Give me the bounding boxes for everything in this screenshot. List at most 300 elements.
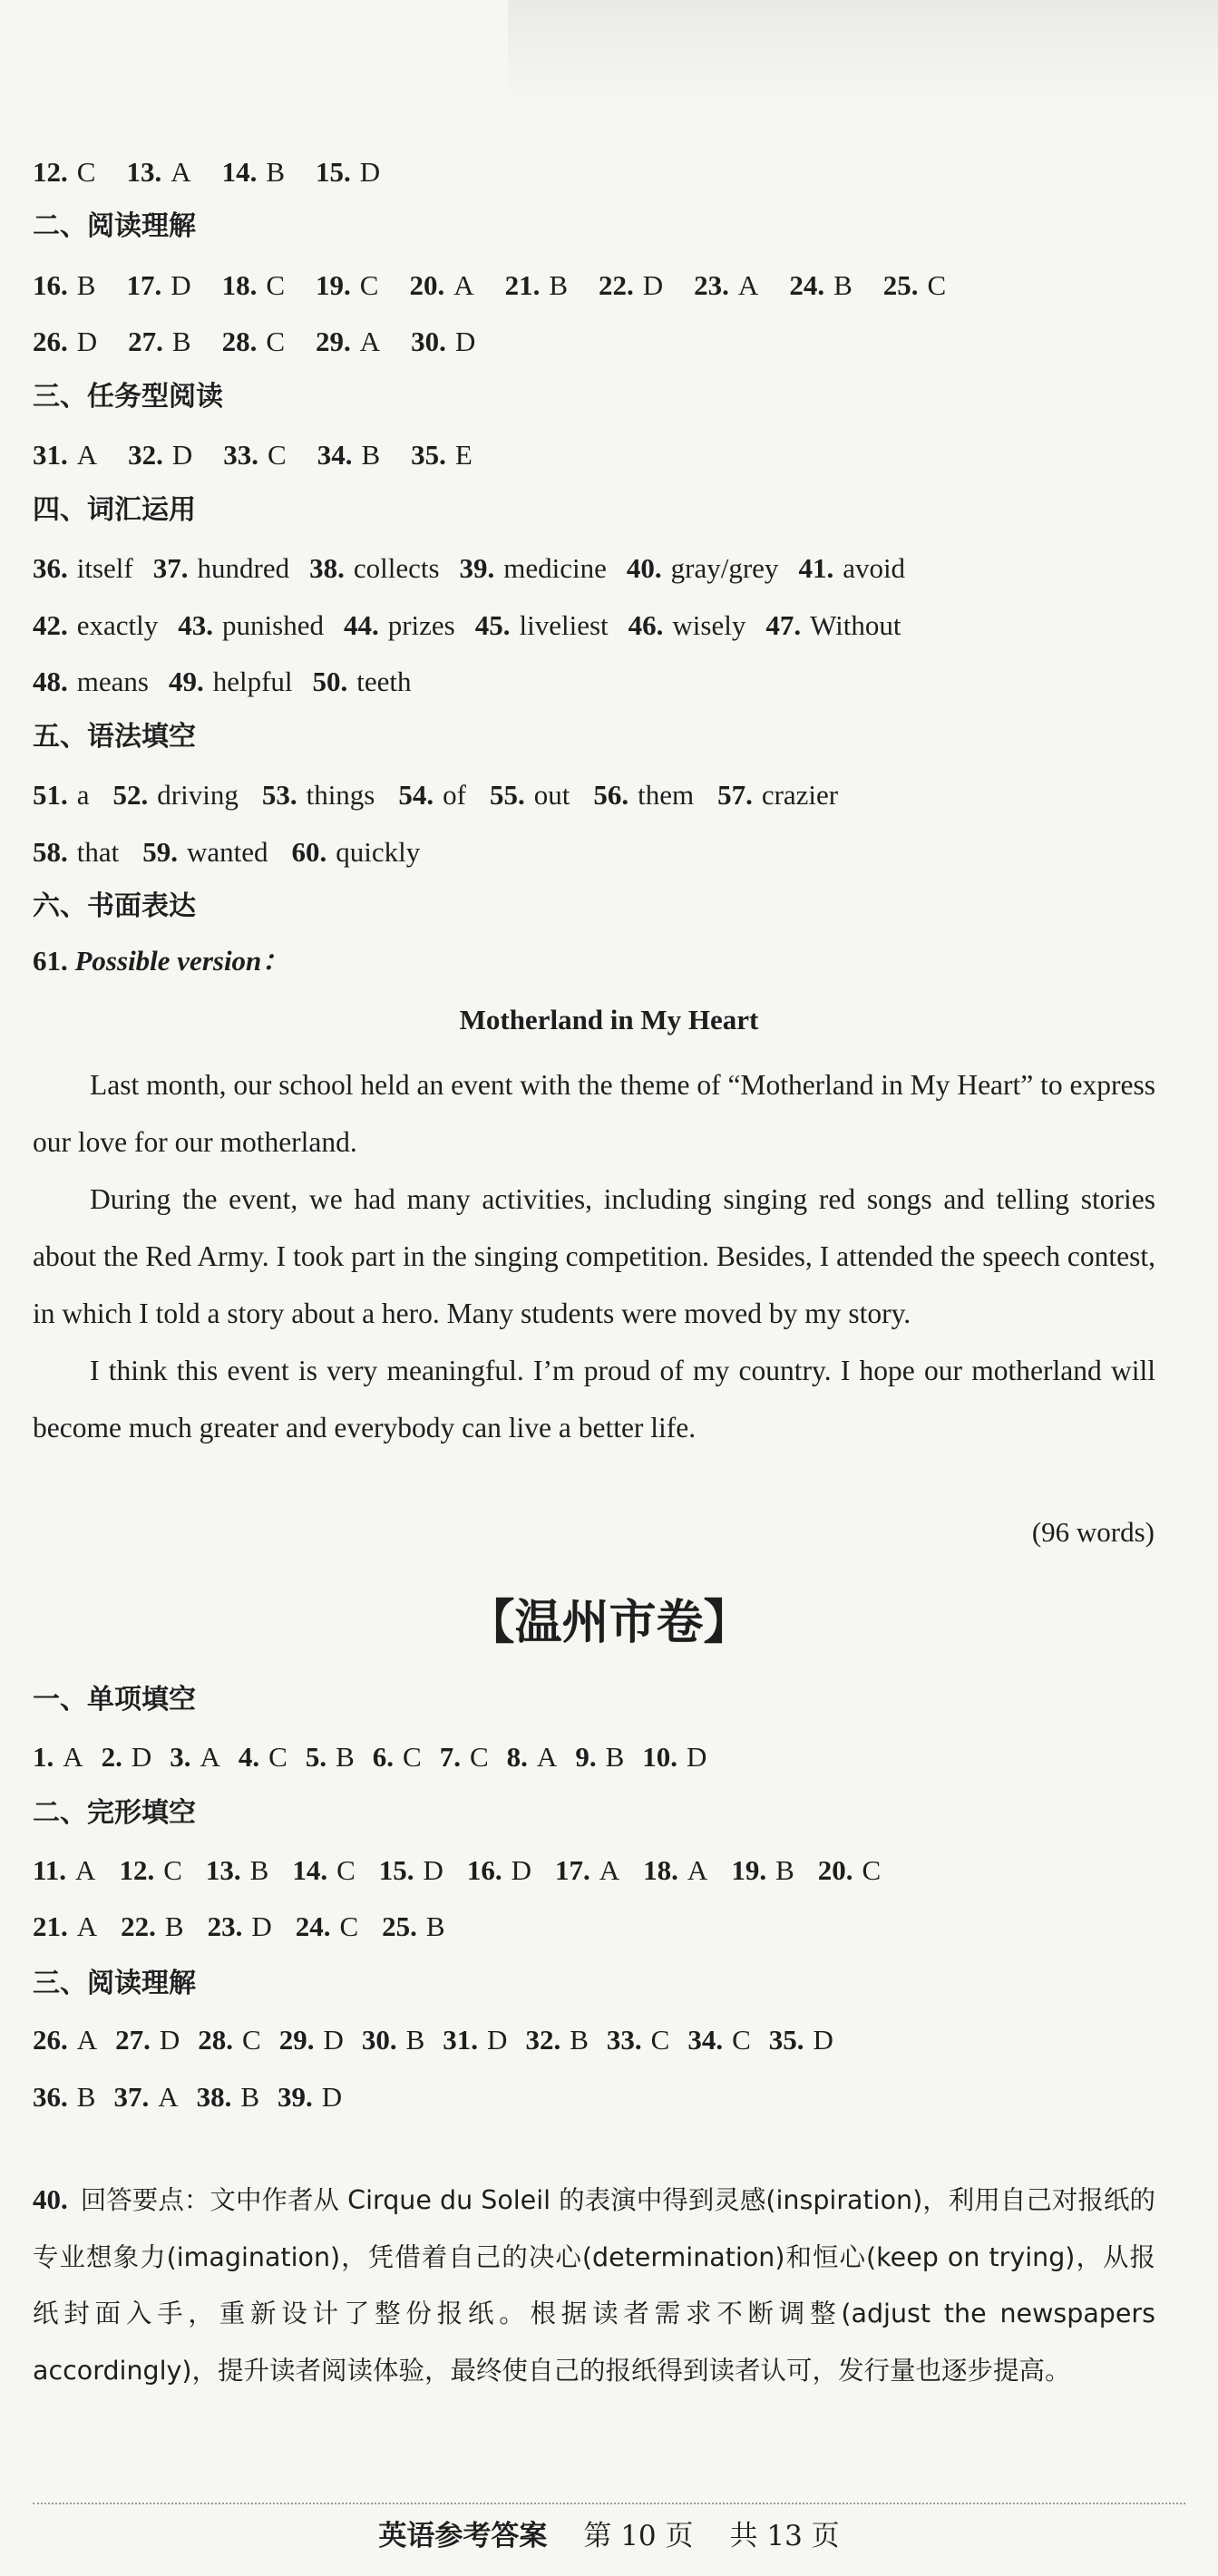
answer-value: of — [443, 779, 466, 811]
question-number: 17. — [126, 269, 162, 301]
question-number: 19. — [731, 1854, 767, 1886]
answer-value: D — [511, 1854, 532, 1886]
question-number: 42. — [33, 609, 68, 641]
answer-item — [443, 2022, 507, 2058]
q40-number: 40. — [33, 2183, 68, 2215]
question-number: 59. — [142, 836, 178, 868]
answer-value: B — [336, 1741, 355, 1773]
answer-item — [115, 2022, 180, 2058]
answer-item — [153, 550, 289, 587]
question-number: 14. — [221, 156, 258, 188]
answer-value: A — [737, 269, 759, 301]
answer-value: means — [76, 666, 149, 697]
answer-value: things — [306, 779, 375, 811]
answer-item — [507, 1739, 558, 1775]
answer-item — [789, 267, 852, 304]
answer-value: C — [242, 2024, 261, 2056]
question-number: 28. — [198, 2024, 234, 2056]
answer-line — [33, 1852, 881, 1889]
answer-value: A — [359, 326, 381, 357]
answer-item — [460, 550, 607, 587]
answer-value: B — [171, 326, 191, 357]
footer-divider — [33, 2503, 1185, 2504]
answer-value: them — [638, 779, 695, 811]
answer-value: out — [533, 779, 570, 811]
answer-value: A — [63, 1741, 83, 1773]
answer-item — [33, 324, 97, 360]
answer-value: driving — [157, 779, 239, 811]
answer-value: B — [405, 2024, 425, 2056]
answer-item — [208, 1909, 272, 1945]
answer-value: itself — [76, 552, 133, 584]
answer-value: B — [570, 2024, 589, 2056]
answer-item — [575, 1739, 624, 1775]
answer-item — [33, 608, 158, 644]
answer-value: A — [687, 1854, 708, 1886]
question-number: 13. — [126, 156, 162, 188]
question-number: 23. — [207, 1910, 243, 1942]
answer-item — [373, 1739, 422, 1775]
footer-page-number: 第 10 页 — [583, 2520, 694, 2552]
question-number: 58. — [33, 836, 68, 868]
answer-item — [555, 1852, 619, 1889]
question-number: 22. — [599, 269, 634, 301]
question-number: 33. — [606, 2024, 642, 2056]
answer-item — [33, 1852, 95, 1889]
question-number: 26. — [33, 2024, 68, 2056]
question-number: 28. — [221, 326, 258, 357]
answer-item — [113, 777, 239, 813]
question-number: 29. — [316, 326, 351, 357]
question-number: 57. — [717, 779, 753, 811]
footer-total-pages: 共 13 页 — [729, 2520, 840, 2552]
section-heading-vocab: 四、词汇运用 — [33, 494, 196, 526]
question-number: 13. — [205, 1854, 241, 1886]
answer-value: D — [321, 2081, 343, 2113]
section-heading-grammar: 五、语法填空 — [33, 721, 196, 753]
wenzhou-title: 【温州市卷】 — [467, 1596, 751, 1650]
answer-item — [169, 664, 293, 700]
answer-item — [313, 664, 412, 700]
question-number: 27. — [128, 326, 163, 357]
answer-line — [33, 267, 946, 304]
answer-item — [379, 1852, 443, 1889]
question-number: 21. — [504, 269, 541, 301]
section-heading-single-choice: 一、单项填空 — [33, 1684, 196, 1716]
question-number: 34. — [687, 2024, 724, 2056]
question-number: 18. — [643, 1854, 678, 1886]
answer-value: C — [266, 269, 286, 301]
question-number: 9. — [575, 1741, 597, 1773]
answer-line — [33, 437, 473, 473]
question-number: 52. — [112, 779, 149, 811]
answer-item — [33, 267, 95, 304]
answer-value: collects — [353, 552, 440, 584]
answer-item — [102, 1739, 152, 1775]
question-number: 56. — [593, 779, 629, 811]
answer-value: C — [336, 1854, 356, 1886]
answer-line — [33, 2079, 342, 2115]
q40-text: 回答要点：文中作者从 Cirque du Soleil 的表演中得到灵感(inspiration)，利用自己对报纸的专业想象力(imagination)，凭借着自己的决心(determination)和恒心(keep on trying)，从报纸封面入手，重新设计了整份报纸。根据读者需求不断调整(adjust the newspapers accordingly)，提升读者阅读体验，最终使自己的报纸得到读者认可，发行量也逐步提高。 — [33, 2185, 1155, 2386]
section-heading-wenzhou-reading: 三、阅读理解 — [33, 1968, 196, 1999]
question-number: 18. — [221, 269, 258, 301]
essay-paragraph: Last month, our school held an event with the theme of “Motherland in My Heart” to express our love for our motherland. — [33, 1069, 1155, 1158]
answer-item — [883, 267, 946, 304]
essay-paragraph: During the event, we had many activities, including singing red songs and telling stories about the Red Army. I took part in the singing competition. Besides, I attended the speech contest, in which I told a story about a hero. Many students were moved by my story. — [33, 1183, 1155, 1329]
answer-item — [178, 608, 324, 644]
answer-item — [607, 2022, 669, 2058]
question-number: 41. — [798, 552, 834, 584]
answer-item — [279, 2022, 344, 2058]
answer-item — [142, 834, 268, 870]
answer-value: B — [549, 269, 569, 301]
answer-value: helpful — [212, 666, 293, 697]
answer-value: D — [323, 2024, 344, 2056]
q61-number: 61. — [33, 945, 68, 977]
question-number: 16. — [466, 1854, 502, 1886]
question-number: 34. — [317, 439, 353, 471]
answer-item — [222, 324, 285, 360]
question-number: 8. — [506, 1741, 528, 1773]
answer-item — [398, 777, 466, 813]
answer-value: A — [200, 1741, 220, 1773]
question-number: 23. — [694, 269, 729, 301]
answer-line — [33, 834, 420, 870]
answer-item — [223, 437, 286, 473]
question-number: 31. — [33, 439, 68, 471]
answer-item — [33, 1739, 83, 1775]
answer-value: C — [268, 439, 287, 471]
answer-value: C — [76, 156, 96, 188]
answer-item — [628, 608, 746, 644]
question-number: 50. — [312, 666, 348, 697]
answer-item — [593, 777, 694, 813]
question-number: 15. — [316, 156, 351, 188]
answer-line — [33, 1909, 445, 1945]
answer-item — [411, 324, 475, 360]
answer-value: C — [339, 1910, 359, 1942]
question-number: 30. — [361, 2024, 397, 2056]
answer-value: C — [359, 269, 379, 301]
question-number: 32. — [128, 439, 163, 471]
footer-title: 英语参考答案 — [378, 2520, 548, 2552]
answer-value: D — [423, 1854, 443, 1886]
answer-item — [296, 1909, 358, 1945]
answer-item — [239, 1739, 287, 1775]
question-number: 7. — [439, 1741, 461, 1773]
answer-item — [292, 834, 421, 870]
answer-value: C — [268, 1741, 287, 1773]
answer-value: D — [171, 269, 191, 301]
question-number: 37. — [113, 2081, 150, 2113]
section-heading-task-reading: 三、任务型阅读 — [33, 381, 223, 413]
answer-item — [128, 324, 190, 360]
answer-value: that — [76, 836, 120, 868]
answer-line — [33, 777, 838, 813]
section-heading-cloze: 二、完形填空 — [33, 1797, 196, 1829]
question-number: 38. — [309, 552, 345, 584]
answer-item — [316, 267, 378, 304]
answer-item — [206, 1852, 268, 1889]
answer-item — [440, 1739, 489, 1775]
answer-line — [33, 324, 475, 360]
question-number: 1. — [33, 1741, 54, 1773]
answer-line — [33, 2022, 833, 2058]
answer-value: E — [454, 439, 473, 471]
answer-item — [262, 777, 375, 813]
scan-shadow — [508, 0, 1218, 100]
answer-item — [627, 550, 779, 587]
question-number: 5. — [305, 1741, 327, 1773]
essay-title: Motherland in My Heart — [459, 1004, 759, 1035]
answer-item — [316, 324, 380, 360]
question-number: 51. — [33, 779, 68, 811]
answer-value: A — [76, 1910, 98, 1942]
question-number: 36. — [33, 2081, 68, 2113]
answer-item — [292, 1852, 355, 1889]
question-number: 32. — [525, 2024, 561, 2056]
q40-answer — [33, 2172, 1155, 2399]
question-number: 53. — [261, 779, 297, 811]
question-number: 17. — [555, 1854, 590, 1886]
question-number: 24. — [295, 1910, 331, 1942]
answer-value: B — [240, 2081, 260, 2113]
answer-value: A — [75, 1854, 96, 1886]
answer-value: B — [425, 1910, 445, 1942]
question-number: 43. — [178, 609, 214, 641]
answer-value: quickly — [336, 836, 421, 868]
answer-item — [382, 1909, 444, 1945]
question-number: 6. — [372, 1741, 395, 1773]
question-number: 15. — [378, 1854, 414, 1886]
answer-item — [599, 267, 663, 304]
question-number: 29. — [278, 2024, 315, 2056]
answer-line — [33, 608, 901, 644]
answer-item — [119, 1852, 181, 1889]
answer-value: B — [833, 269, 853, 301]
answer-value: D — [251, 1910, 272, 1942]
answer-value: B — [76, 2081, 96, 2113]
answer-line — [33, 550, 905, 587]
question-number: 44. — [343, 609, 379, 641]
answer-value: B — [249, 1854, 269, 1886]
question-number: 45. — [474, 609, 511, 641]
q61-suffix: ： — [261, 945, 290, 977]
question-number: 2. — [101, 1741, 122, 1773]
answer-item — [306, 1739, 355, 1775]
answer-item — [643, 1852, 707, 1889]
answer-value: wanted — [187, 836, 268, 868]
answer-item — [33, 777, 90, 813]
answer-value: C — [163, 1854, 182, 1886]
answer-item — [798, 550, 905, 587]
question-number: 35. — [768, 2024, 804, 2056]
answer-value: D — [813, 2024, 833, 2056]
answer-value: teeth — [356, 666, 412, 697]
answer-value: hundred — [197, 552, 290, 584]
answer-item — [128, 437, 192, 473]
answer-value: D — [642, 269, 664, 301]
question-number: 47. — [765, 609, 802, 641]
q61-version: Possible version — [74, 945, 262, 977]
answer-value: C — [862, 1854, 882, 1886]
answer-value: A — [536, 1741, 558, 1773]
answer-item — [33, 664, 149, 700]
question-number: 46. — [628, 609, 664, 641]
essay-paragraph: I think this event is very meaningful. I’m proud of my country. I hope our motherland will become much greater and everybody can live a better life. — [33, 1355, 1155, 1444]
answer-item — [121, 1909, 183, 1945]
question-number: 48. — [33, 666, 68, 697]
answer-value: A — [171, 156, 191, 188]
answer-item — [33, 550, 133, 587]
answer-item — [33, 834, 119, 870]
answer-line — [33, 1739, 706, 1775]
answer-value: A — [158, 2081, 179, 2113]
answer-value: prizes — [387, 609, 455, 641]
answer-item — [765, 608, 901, 644]
question-number: 11. — [33, 1854, 67, 1886]
answer-value: D — [159, 2024, 180, 2056]
section-heading-reading: 二、阅读理解 — [33, 210, 196, 242]
answer-item — [222, 154, 285, 190]
answer-item — [33, 1909, 97, 1945]
answer-value: D — [687, 1741, 707, 1773]
answer-value: C — [469, 1741, 489, 1773]
answer-value: exactly — [76, 609, 159, 641]
answer-value: B — [76, 269, 96, 301]
answer-item — [33, 154, 95, 190]
question-number: 55. — [489, 779, 525, 811]
answer-value: B — [361, 439, 381, 471]
question-number: 33. — [223, 439, 259, 471]
answer-value: medicine — [503, 552, 607, 584]
question-number: 25. — [382, 1910, 417, 1942]
question-number: 25. — [882, 269, 919, 301]
answer-item — [409, 267, 473, 304]
question-number: 4. — [238, 1741, 260, 1773]
answer-value: C — [732, 2024, 751, 2056]
answer-item — [467, 1852, 531, 1889]
question-number: 14. — [292, 1854, 328, 1886]
question-number: 35. — [411, 439, 446, 471]
section-heading-writing: 六、书面表达 — [33, 890, 196, 922]
answer-item — [197, 2079, 259, 2115]
answer-item — [316, 154, 380, 190]
answer-value: liveliest — [519, 609, 609, 641]
answer-value: Without — [810, 609, 901, 641]
question-number: 10. — [642, 1741, 677, 1773]
question-number: 40. — [626, 552, 662, 584]
answer-value: B — [164, 1910, 184, 1942]
answer-value: crazier — [761, 779, 839, 811]
answer-item — [198, 2022, 260, 2058]
answer-value: gray/grey — [670, 552, 779, 584]
word-count: (96 words) — [1031, 1516, 1155, 1548]
answer-item — [309, 550, 439, 587]
question-number: 36. — [33, 552, 68, 584]
answer-value: D — [487, 2024, 508, 2056]
question-number: 16. — [33, 269, 68, 301]
answer-item — [731, 1852, 794, 1889]
question-number: 60. — [291, 836, 327, 868]
answer-item — [113, 2079, 178, 2115]
answer-item — [717, 777, 838, 813]
answer-item — [475, 608, 609, 644]
question-number: 38. — [196, 2081, 232, 2113]
question-number: 19. — [316, 269, 351, 301]
answer-value: B — [775, 1854, 794, 1886]
answer-item — [687, 2022, 750, 2058]
answer-value: D — [76, 326, 98, 357]
answer-value: C — [927, 269, 947, 301]
question-number: 39. — [459, 552, 495, 584]
answer-value: a — [76, 779, 90, 811]
answer-item — [525, 2022, 588, 2058]
answer-item — [170, 1739, 220, 1775]
answer-item — [33, 2022, 97, 2058]
page-footer — [0, 2516, 1218, 2556]
question-number: 27. — [115, 2024, 151, 2056]
answer-item — [317, 437, 380, 473]
answer-item — [126, 267, 190, 304]
answer-value: punished — [222, 609, 324, 641]
answer-item — [344, 608, 455, 644]
question-number: 12. — [119, 1854, 155, 1886]
question-number: 12. — [33, 156, 68, 188]
answer-value: D — [454, 326, 476, 357]
question-number: 37. — [152, 552, 189, 584]
answer-value: D — [131, 1741, 152, 1773]
question-number: 22. — [121, 1910, 156, 1942]
answer-value: B — [605, 1741, 625, 1773]
question-number: 54. — [398, 779, 434, 811]
answer-item — [278, 2079, 342, 2115]
answer-value: avoid — [843, 552, 906, 584]
answer-item — [505, 267, 568, 304]
question-number: 24. — [789, 269, 825, 301]
answer-value: B — [266, 156, 286, 188]
essay-body — [33, 1056, 1155, 1456]
answer-item — [33, 437, 97, 473]
answer-item — [126, 154, 190, 190]
answer-item — [33, 2079, 95, 2115]
answer-value: A — [599, 1854, 620, 1886]
question-number: 26. — [33, 326, 68, 357]
answer-item — [769, 2022, 833, 2058]
question-number: 39. — [278, 2081, 313, 2113]
question-number: 21. — [33, 1910, 68, 1942]
question-number: 30. — [411, 326, 446, 357]
answer-line — [33, 664, 412, 700]
answer-item — [490, 777, 570, 813]
answer-value: A — [76, 2024, 98, 2056]
question-number: 20. — [409, 269, 445, 301]
question-number: 31. — [443, 2024, 479, 2056]
answer-item — [362, 2022, 424, 2058]
answer-value: D — [171, 439, 193, 471]
question-number: 49. — [168, 666, 204, 697]
answer-item — [818, 1852, 881, 1889]
answer-value: C — [266, 326, 286, 357]
question-number: 20. — [817, 1854, 853, 1886]
answer-value: wisely — [672, 609, 746, 641]
answer-item — [222, 267, 285, 304]
answer-value: C — [403, 1741, 422, 1773]
question-number: 3. — [170, 1741, 191, 1773]
answer-item — [694, 267, 758, 304]
answer-value: A — [76, 439, 98, 471]
answer-value: C — [650, 2024, 670, 2056]
